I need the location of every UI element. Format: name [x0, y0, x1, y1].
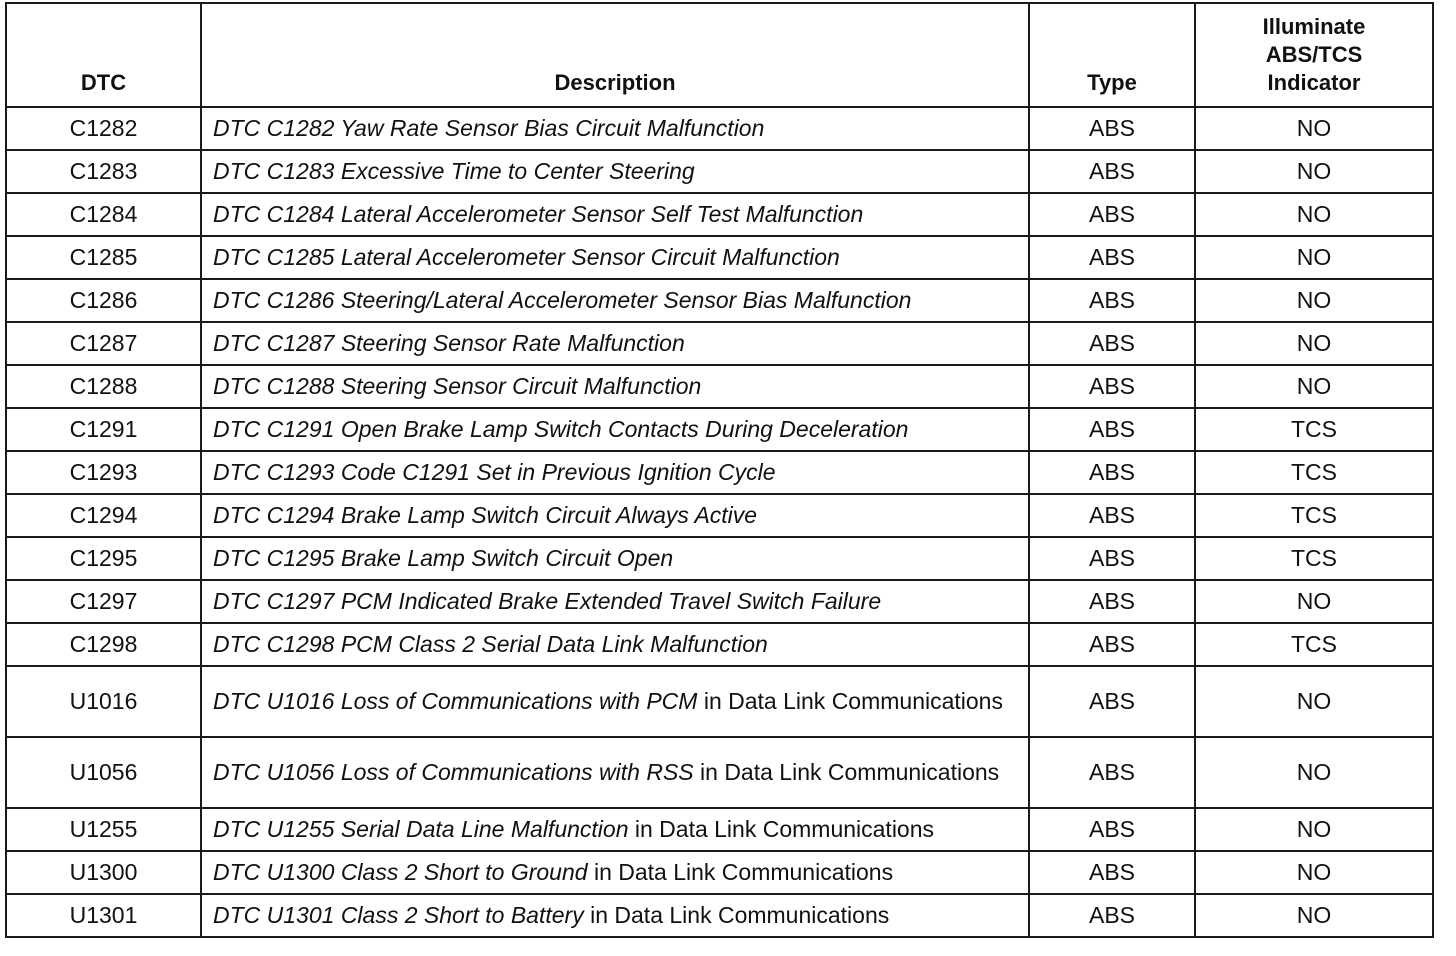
dtc-indicator: NO: [1195, 193, 1433, 236]
table-row: [6, 494, 1433, 537]
dtc-description: [201, 494, 1029, 537]
dtc-indicator: NO: [1195, 894, 1433, 937]
dtc-description: [201, 408, 1029, 451]
dtc-type: ABS: [1029, 808, 1195, 851]
dtc-code: C1297: [6, 580, 201, 623]
dtc-code: C1285: [6, 236, 201, 279]
dtc-type: ABS: [1029, 236, 1195, 279]
dtc-description: [201, 107, 1029, 150]
dtc-description-italic: DTC U1301 Class 2 Short to Battery: [213, 902, 584, 928]
dtc-indicator: NO: [1195, 236, 1433, 279]
dtc-description: [201, 236, 1029, 279]
table-row: [6, 894, 1433, 937]
dtc-description-italic: DTC C1294 Brake Lamp Switch Circuit Always Active: [213, 502, 758, 528]
table-row: [6, 193, 1433, 236]
dtc-description: [201, 851, 1029, 894]
dtc-description: [201, 894, 1029, 937]
dtc-description: [201, 580, 1029, 623]
dtc-description: [201, 623, 1029, 666]
table-row: [6, 451, 1433, 494]
dtc-description-italic: DTC U1056 Loss of Communications with RSS: [213, 759, 694, 785]
dtc-type: ABS: [1029, 408, 1195, 451]
dtc-code: C1288: [6, 365, 201, 408]
dtc-description-italic: DTC C1283 Excessive Time to Center Steering: [213, 158, 695, 184]
dtc-indicator: NO: [1195, 150, 1433, 193]
dtc-indicator: NO: [1195, 279, 1433, 322]
dtc-type: ABS: [1029, 451, 1195, 494]
table-row: [6, 150, 1433, 193]
dtc-code: C1298: [6, 623, 201, 666]
table-row: [6, 322, 1433, 365]
dtc-description-italic: DTC C1291 Open Brake Lamp Switch Contacts During Deceleration: [213, 416, 909, 442]
dtc-type: ABS: [1029, 666, 1195, 737]
dtc-description: [201, 537, 1029, 580]
dtc-type: ABS: [1029, 623, 1195, 666]
table-row: [6, 279, 1433, 322]
dtc-code: C1286: [6, 279, 201, 322]
dtc-code: U1300: [6, 851, 201, 894]
dtc-indicator: NO: [1195, 580, 1433, 623]
dtc-description-italic: DTC U1300 Class 2 Short to Ground: [213, 859, 588, 885]
dtc-description-plain: in Data Link Communications: [583, 902, 890, 928]
dtc-code: C1283: [6, 150, 201, 193]
dtc-description: [201, 737, 1029, 808]
dtc-description: [201, 666, 1029, 737]
header-type: Type: [1029, 3, 1195, 107]
dtc-indicator: TCS: [1195, 494, 1433, 537]
dtc-code: C1295: [6, 537, 201, 580]
dtc-type: ABS: [1029, 193, 1195, 236]
dtc-type: ABS: [1029, 279, 1195, 322]
dtc-type: ABS: [1029, 322, 1195, 365]
dtc-code: U1016: [6, 666, 201, 737]
dtc-description-italic: DTC C1297 PCM Indicated Brake Extended Travel Switch Failure: [213, 588, 882, 614]
dtc-code: U1301: [6, 894, 201, 937]
dtc-type: ABS: [1029, 107, 1195, 150]
header-indicator-line2: ABS/TCS: [1265, 42, 1363, 67]
dtc-code: C1291: [6, 408, 201, 451]
dtc-description: [201, 808, 1029, 851]
header-indicator-line3: Indicator: [1267, 70, 1361, 95]
dtc-description-italic: DTC C1295 Brake Lamp Switch Circuit Open: [213, 545, 674, 571]
dtc-indicator: NO: [1195, 365, 1433, 408]
table-row: [6, 580, 1433, 623]
dtc-description: [201, 193, 1029, 236]
table-row: [6, 537, 1433, 580]
dtc-description-italic: DTC C1286 Steering/Lateral Accelerometer Sensor Bias Malfunction: [213, 287, 912, 313]
dtc-type: ABS: [1029, 537, 1195, 580]
dtc-type: ABS: [1029, 365, 1195, 408]
dtc-indicator: TCS: [1195, 408, 1433, 451]
dtc-type: ABS: [1029, 894, 1195, 937]
dtc-code: C1282: [6, 107, 201, 150]
table-header: [6, 3, 1433, 107]
dtc-indicator: NO: [1195, 666, 1433, 737]
dtc-table-wrapper: [5, 2, 1434, 938]
table-row: [6, 666, 1433, 737]
header-indicator-line1: Illuminate: [1262, 14, 1366, 39]
header-indicator: [1195, 3, 1433, 107]
dtc-description: [201, 365, 1029, 408]
dtc-description-italic: DTC C1298 PCM Class 2 Serial Data Link Malfunction: [213, 631, 768, 657]
dtc-description: [201, 279, 1029, 322]
dtc-description-italic: DTC C1288 Steering Sensor Circuit Malfunction: [213, 373, 702, 399]
dtc-type: ABS: [1029, 851, 1195, 894]
dtc-indicator: NO: [1195, 107, 1433, 150]
dtc-description-italic: DTC C1287 Steering Sensor Rate Malfunction: [213, 330, 685, 356]
table-row: [6, 107, 1433, 150]
dtc-description-italic: DTC U1255 Serial Data Line Malfunction: [213, 816, 629, 842]
table-row: [6, 236, 1433, 279]
dtc-type: ABS: [1029, 580, 1195, 623]
table-row: [6, 365, 1433, 408]
table-row: [6, 737, 1433, 808]
dtc-indicator: NO: [1195, 808, 1433, 851]
dtc-code: C1284: [6, 193, 201, 236]
dtc-description-plain: in Data Link Communications: [628, 816, 935, 842]
dtc-description: [201, 322, 1029, 365]
table-row: [6, 623, 1433, 666]
dtc-indicator: NO: [1195, 322, 1433, 365]
dtc-description: [201, 150, 1029, 193]
header-row: [6, 3, 1433, 107]
dtc-description: [201, 451, 1029, 494]
dtc-description-italic: DTC U1016 Loss of Communications with PCM: [213, 688, 698, 714]
dtc-code: C1287: [6, 322, 201, 365]
dtc-description-italic: DTC C1282 Yaw Rate Sensor Bias Circuit Malfunction: [213, 115, 765, 141]
dtc-description-plain: in Data Link Communications: [587, 859, 894, 885]
dtc-code: C1293: [6, 451, 201, 494]
dtc-code: U1056: [6, 737, 201, 808]
dtc-indicator: NO: [1195, 737, 1433, 808]
dtc-indicator: TCS: [1195, 451, 1433, 494]
dtc-indicator: TCS: [1195, 623, 1433, 666]
dtc-type: ABS: [1029, 737, 1195, 808]
dtc-indicator: NO: [1195, 851, 1433, 894]
table-body: [6, 107, 1433, 937]
dtc-type: ABS: [1029, 150, 1195, 193]
table-row: [6, 408, 1433, 451]
dtc-code: C1294: [6, 494, 201, 537]
table-row: [6, 851, 1433, 894]
header-dtc: DTC: [6, 3, 201, 107]
dtc-code: U1255: [6, 808, 201, 851]
dtc-description-plain: in Data Link Communications: [697, 688, 1003, 714]
header-description: Description: [201, 3, 1029, 107]
table-row: [6, 808, 1433, 851]
dtc-indicator: TCS: [1195, 537, 1433, 580]
dtc-type: ABS: [1029, 494, 1195, 537]
dtc-table: [5, 2, 1434, 938]
dtc-description-plain: in Data Link Communications: [693, 759, 1000, 785]
dtc-description-italic: DTC C1285 Lateral Accelerometer Sensor Circuit Malfunction: [213, 244, 840, 270]
dtc-description-italic: DTC C1293 Code C1291 Set in Previous Ignition Cycle: [213, 459, 776, 485]
dtc-description-italic: DTC C1284 Lateral Accelerometer Sensor Self Test Malfunction: [213, 201, 864, 227]
